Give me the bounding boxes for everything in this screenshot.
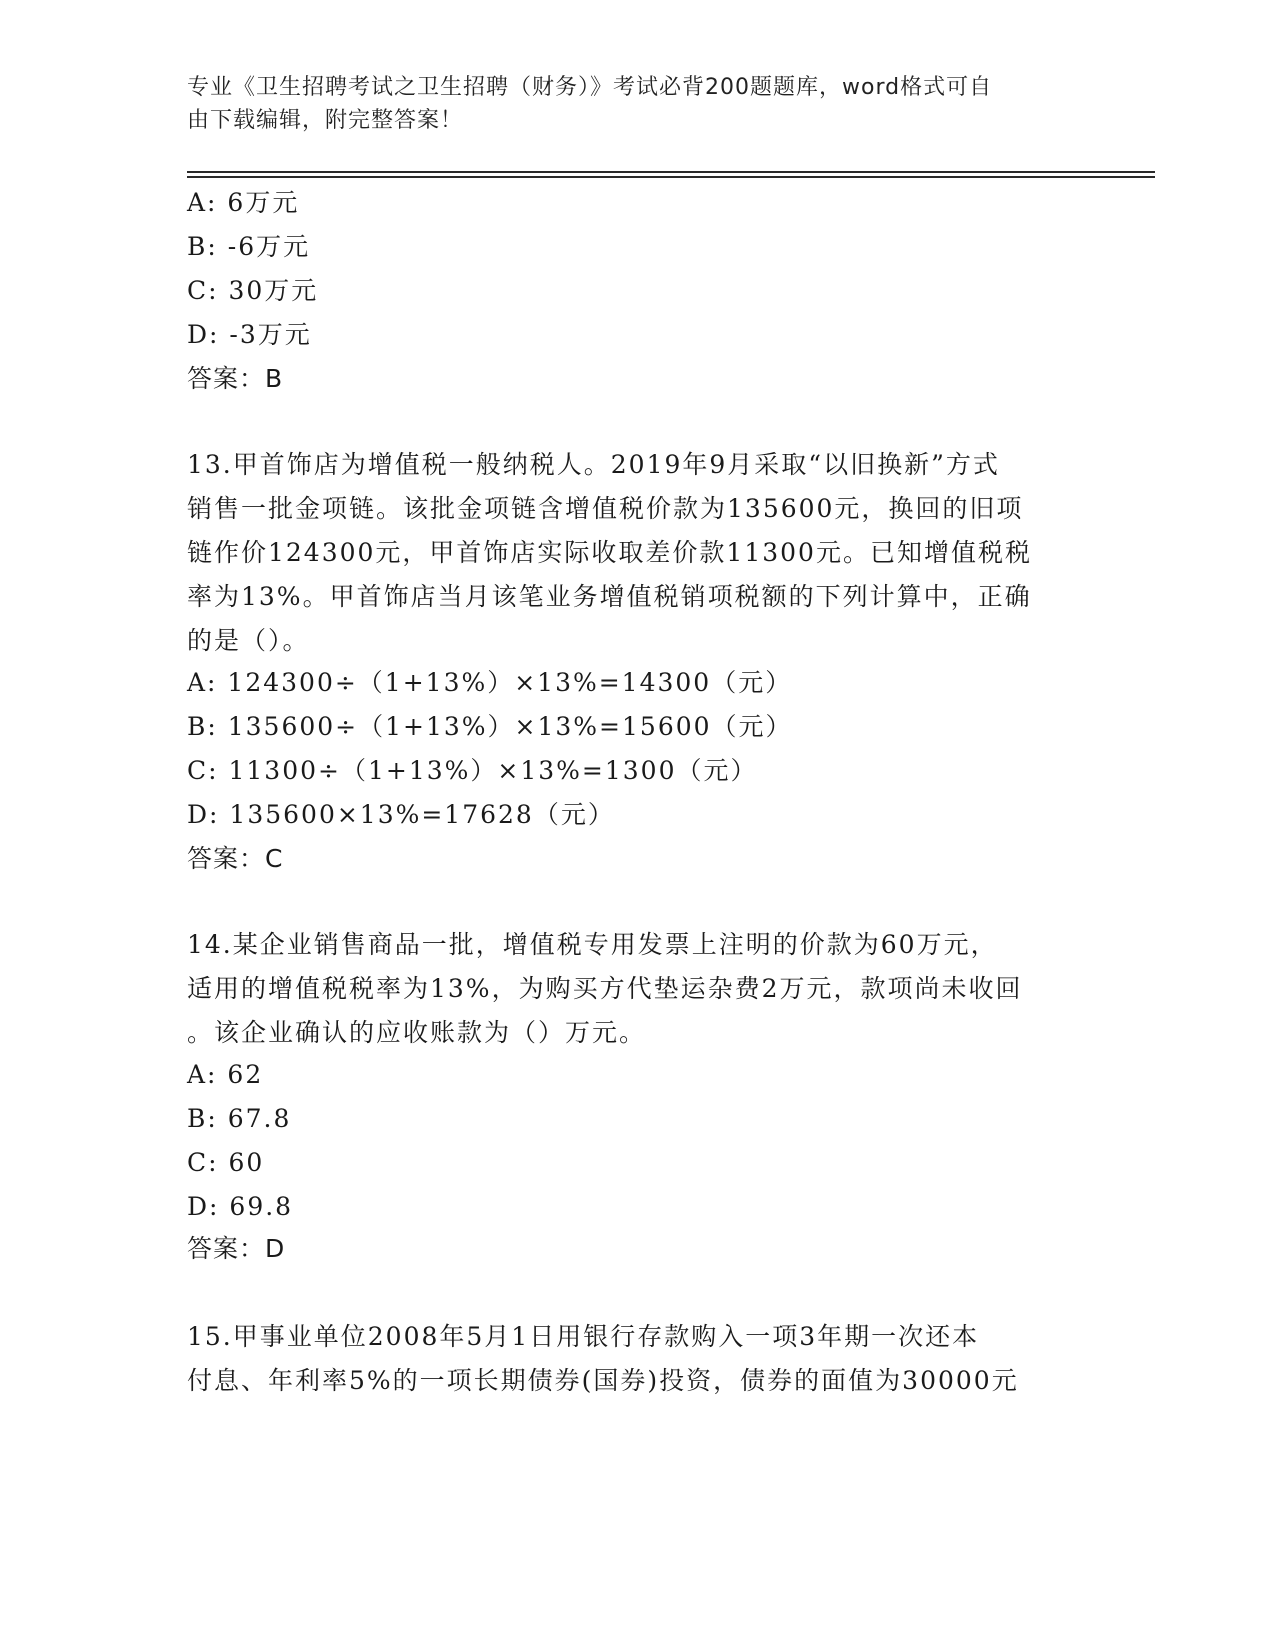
header-rule-top — [187, 171, 1155, 173]
q12-option-b: B: -6万元 — [187, 232, 311, 261]
header-rule-bottom — [187, 176, 1155, 178]
q14-option-c: C: 60 — [187, 1148, 265, 1177]
q14-option-b: B: 67.8 — [187, 1104, 292, 1133]
header-line-1: 专业《卫生招聘考试之卫生招聘（财务）》考试必背200题题库，word格式可自 — [187, 75, 993, 100]
header-line-2: 由下载编辑，附完整答案！ — [187, 108, 464, 133]
q13-option-c: C: 11300÷（1+13%）×13%=1300（元） — [187, 756, 758, 785]
q12-option-c: C: 30万元 — [187, 276, 319, 305]
q13-stem-line-2: 销售一批金项链。该批金项链含增值税价款为135600元，换回的旧项 — [187, 494, 1024, 523]
q14-stem-line-1: 14.某企业销售商品一批，增值税专用发票上注明的价款为60万元， — [187, 930, 998, 959]
q13-stem-line-1: 13.甲首饰店为增值税一般纳税人。2019年9月采取“以旧换新”方式 — [187, 450, 1000, 479]
q14-stem-line-2: 适用的增值税税率为13%，为购买方代垫运杂费2万元，款项尚未收回 — [187, 974, 1023, 1003]
q13-option-b: B: 135600÷（1+13%）×13%=15600（元） — [187, 712, 793, 741]
q15-stem-line-1: 15.甲事业单位2008年5月1日用银行存款购入一项3年期一次还本 — [187, 1322, 980, 1351]
q15-stem-line-2: 付息、年利率5%的一项长期债券(国券)投资，债券的面值为30000元 — [187, 1366, 1019, 1395]
q13-answer: 答案：C — [187, 844, 284, 873]
q13-stem-line-5: 的是（）。 — [187, 626, 310, 655]
q12-option-a: A: 6万元 — [187, 188, 300, 217]
q12-answer: 答案：B — [187, 364, 284, 393]
q13-option-a: A: 124300÷（1+13%）×13%=14300（元） — [187, 668, 793, 697]
q13-stem-line-4: 率为13%。甲首饰店当月该笔业务增值税销项税额的下列计算中，正确 — [187, 582, 1032, 611]
q13-option-d: D: 135600×13%=17628（元） — [187, 800, 615, 829]
q14-stem-line-3: 。该企业确认的应收账款为（）万元。 — [187, 1018, 647, 1047]
q14-option-a: A: 62 — [187, 1060, 264, 1089]
q14-answer: 答案：D — [187, 1234, 286, 1263]
q14-option-d: D: 69.8 — [187, 1192, 294, 1221]
q12-option-d: D: -3万元 — [187, 320, 312, 349]
q13-stem-line-3: 链作价124300元，甲首饰店实际收取差价款11300元。已知增值税税 — [187, 538, 1032, 567]
